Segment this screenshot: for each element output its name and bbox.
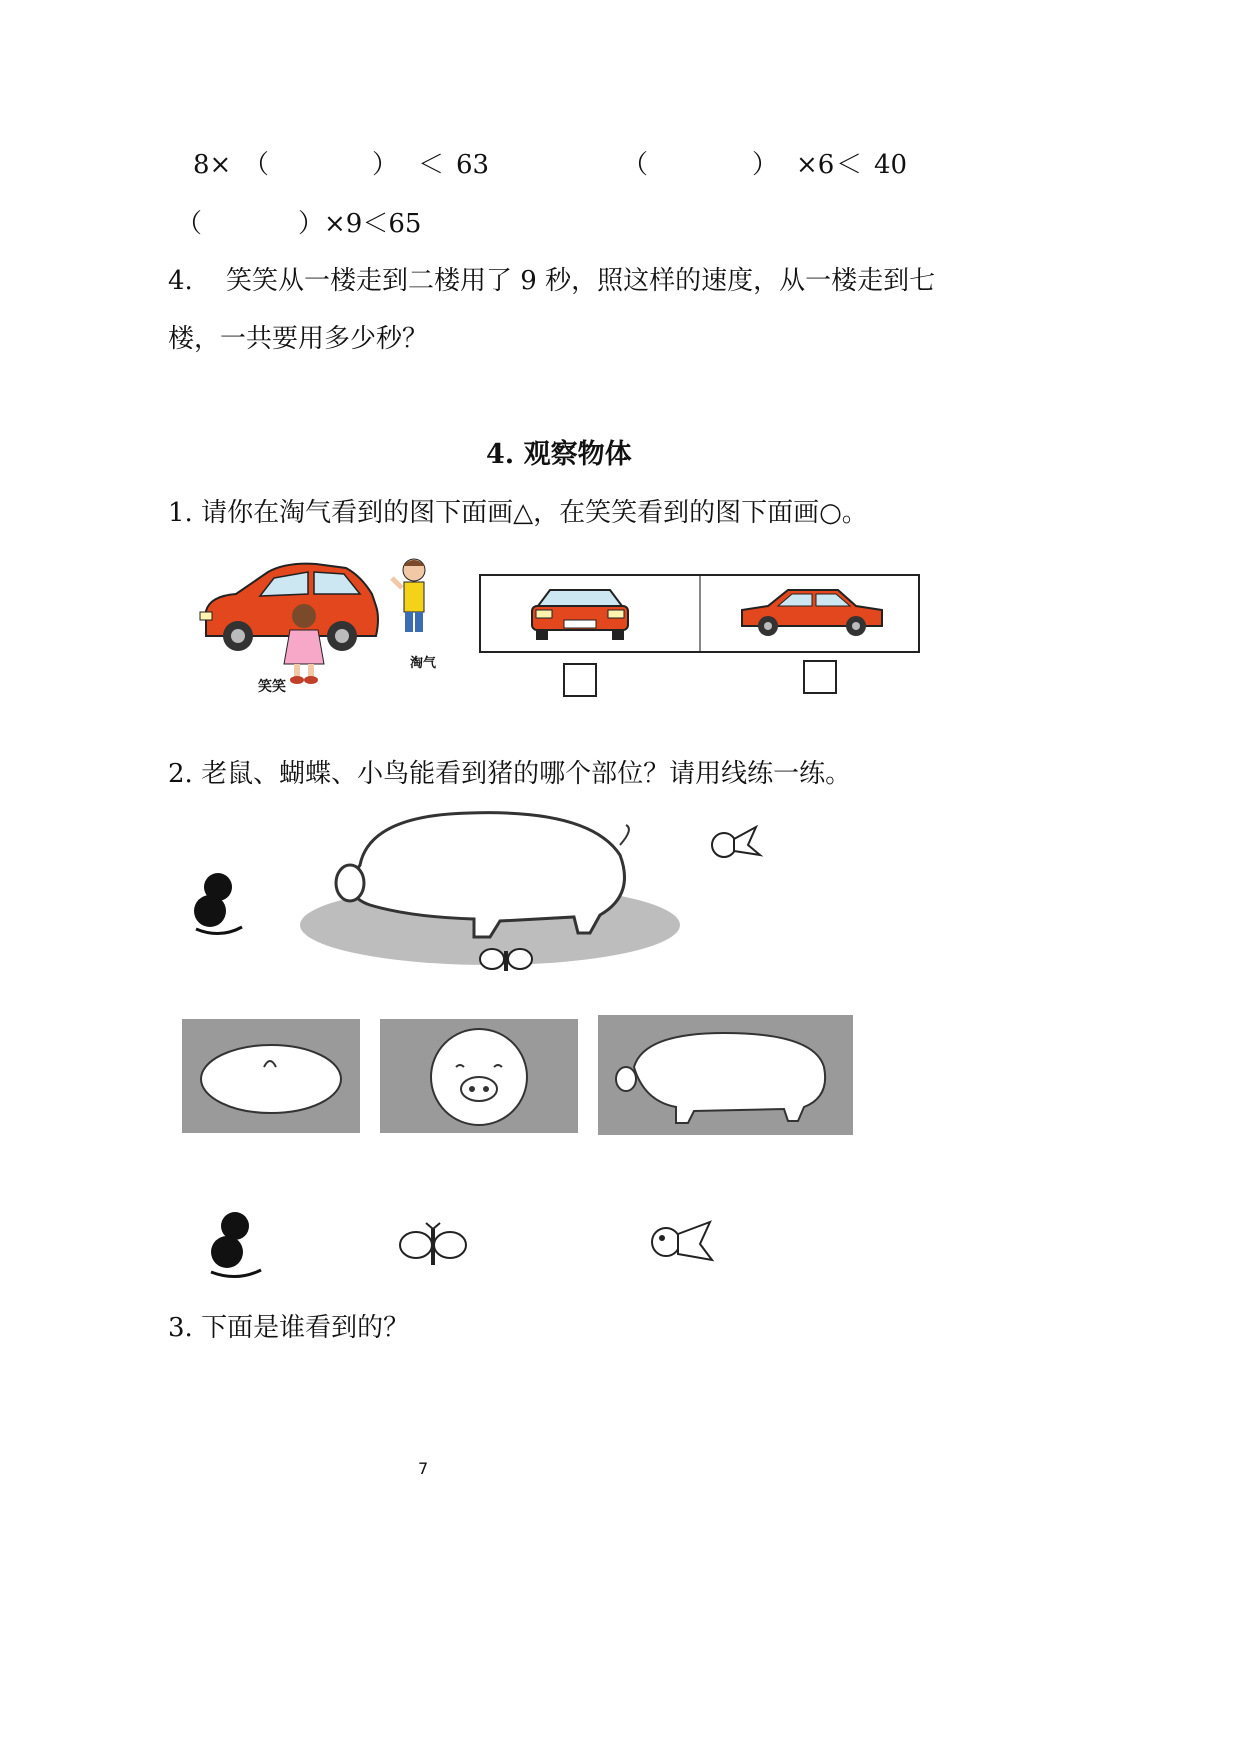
- mouse-icon: [194, 873, 242, 934]
- front-view-car-icon: [528, 584, 632, 644]
- q3-text: 3. 下面是谁看到的？: [168, 1313, 410, 1343]
- car-scene-illustration: [196, 556, 446, 696]
- eq2-right: 40: [874, 150, 908, 180]
- q4-line2: 楼，一共要用多少秒？: [168, 324, 429, 354]
- q1-text: 1. 请你在淘气看到的图下面画△，在笑笑看到的图下面画○。: [168, 498, 868, 528]
- label-taoqi: 淘气: [410, 656, 437, 671]
- section-title: 4. 观察物体: [486, 439, 632, 470]
- eq1-right: 63: [456, 150, 490, 180]
- eq2-close-paren: ）: [752, 150, 779, 180]
- panel-divider: [699, 576, 701, 651]
- q2-text: 2. 老鼠、蝴蝶、小鸟能看到猪的哪个部位？请用线练一练。: [168, 759, 852, 789]
- side-view-car-icon: [738, 586, 886, 638]
- pig-back-icon: [200, 1045, 342, 1115]
- eq1-open-paren: （: [243, 150, 270, 180]
- pig-side-icon: [614, 1027, 834, 1127]
- eq2-operator: ＜: [836, 150, 863, 180]
- label-xiaoxiao: 笑笑: [258, 679, 286, 695]
- eq2-open-paren: （: [622, 150, 649, 180]
- bird-icon: [712, 827, 760, 857]
- pig-face-icon: [420, 1027, 538, 1127]
- eq1-operator: ＜: [418, 150, 445, 180]
- eq1-left: 8×: [193, 150, 232, 180]
- pig-side-view-panel: [598, 1015, 853, 1135]
- boy-taoqi-figure: [392, 559, 425, 632]
- eq3-open-paren: （: [176, 209, 203, 239]
- pig-scene-illustration: [190, 805, 770, 985]
- bird-bottom-icon: [648, 1220, 714, 1272]
- eq3-rest: ）×9＜65: [298, 209, 422, 239]
- q4-number: 4.: [168, 266, 193, 296]
- butterfly-icon: [480, 949, 532, 971]
- mouse-bottom-icon: [205, 1212, 269, 1282]
- pig-top-view-panel: [182, 1019, 360, 1133]
- pig-front-view-panel: [380, 1019, 578, 1133]
- answer-box-front-view[interactable]: [563, 663, 597, 697]
- butterfly-bottom-icon: [398, 1223, 468, 1273]
- page-number: 7: [418, 1459, 429, 1478]
- eq2-mult: ×6: [796, 150, 835, 180]
- eq1-close-paren: ）: [372, 150, 399, 180]
- q4-line1: 笑笑从一楼走到二楼用了 9 秒，照这样的速度，从一楼走到七: [226, 266, 936, 296]
- answer-box-side-view[interactable]: [803, 660, 837, 694]
